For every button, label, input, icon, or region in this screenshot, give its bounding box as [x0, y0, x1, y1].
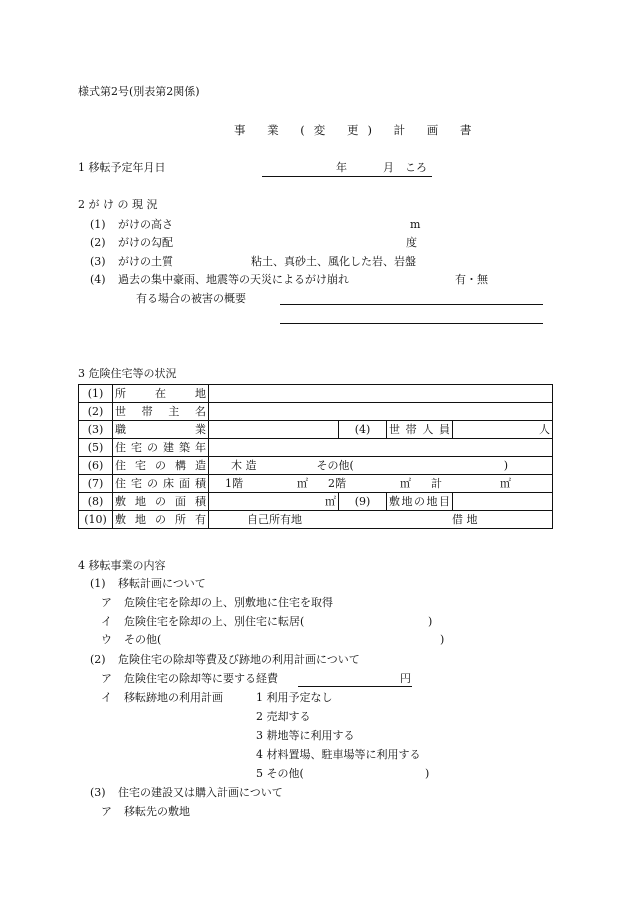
floor-total-unit: ㎡ [500, 477, 511, 490]
s2-i4-label: 過去の集中豪雨、地震等の天災によるがけ崩れ [118, 273, 349, 286]
s4-i-mark: イ [101, 615, 112, 628]
s2-i1-label: がけの高さ [118, 218, 173, 231]
s1-label: 1 移転予定年月日 [78, 161, 166, 174]
row-label-householder: 世帯主名 [113, 403, 209, 421]
s4-p2-num: (2) [90, 653, 106, 666]
s4-u-text: その他( [124, 633, 162, 646]
s2-i4-num: (4) [90, 273, 106, 286]
table-row [79, 385, 553, 403]
table-row [79, 439, 553, 457]
document-title: 事 業 (変 更) 計 画 書 [234, 123, 481, 137]
location-value[interactable] [209, 385, 553, 403]
row-num: (5) [79, 439, 113, 457]
floor-area-value [209, 475, 553, 493]
s4-p1-label: 移転計画について [118, 577, 206, 590]
s4-i-close: ) [428, 615, 433, 628]
s2-damage-label: 有る場合の被害の概要 [136, 292, 246, 305]
row-label-structure: 住宅の構造 [113, 457, 209, 475]
structure-wood: 木 造 [231, 459, 257, 472]
row-label-location: 所在地 [113, 385, 209, 403]
s2-i2-label: がけの勾配 [118, 236, 173, 249]
s4-p2a-text: 危険住宅の除却等に要する経費 [124, 672, 278, 685]
row-label-occupation: 職業 [113, 421, 209, 439]
row-num: (6) [79, 457, 113, 475]
site-area-unit: ㎡ [209, 493, 339, 511]
s2-i3-label: がけの土質 [118, 255, 173, 268]
table-row [79, 403, 553, 421]
table-row [79, 475, 553, 493]
s2-i3-num: (3) [90, 255, 106, 268]
occupation-value[interactable] [209, 421, 339, 439]
s2-i1-num: (1) [90, 218, 106, 231]
s2-i2-num: (2) [90, 236, 106, 249]
s4-p3-num: (3) [90, 786, 106, 799]
s4-u-close: ) [440, 633, 445, 646]
s4-p3a-text: 移転先の敷地 [124, 805, 190, 818]
floor-2-label: 2階 [328, 477, 346, 490]
s1-year: 年 [336, 161, 347, 174]
land-use-option: 5 その他( [256, 767, 304, 780]
table-row [79, 421, 553, 439]
row-label-site-area: 敷地の面積 [113, 493, 209, 511]
row-num: (7) [79, 475, 113, 493]
land-use-option-close: ) [425, 767, 430, 780]
table-row [79, 457, 553, 475]
floor-total-label: 計 [431, 477, 442, 490]
s4-p1-num: (1) [90, 577, 106, 590]
floor-2-unit: ㎡ [400, 477, 411, 490]
structure-other-close: ) [503, 459, 509, 472]
s2-i4-value: 有・無 [455, 273, 488, 286]
s4-p3a-mark: ア [101, 805, 112, 818]
row-label-household-size: 世帯人員 [387, 421, 453, 439]
row-label-land-category: 敷地の地目 [387, 493, 453, 511]
household-size-unit: 人 [453, 421, 553, 439]
s2-heading: 2 が け の 現 況 [78, 198, 158, 211]
cost-underline [298, 686, 412, 687]
ownership-lease: 借 地 [452, 513, 478, 526]
row-num: (8) [79, 493, 113, 511]
s4-p2a-unit: 円 [400, 672, 411, 685]
form-number: 様式第2号(別表第2関係) [78, 85, 200, 98]
s4-a-text: 危険住宅を除却の上、別敷地に住宅を取得 [124, 596, 333, 609]
row-num: (2) [79, 403, 113, 421]
build-year-value[interactable] [209, 439, 553, 457]
table-row [79, 493, 553, 511]
s2-i3-value: 粘土、真砂土、風化した岩、岩盤 [251, 255, 416, 268]
land-use-option: 1 利用予定なし [256, 691, 333, 704]
row-label-floor-area: 住宅の床面積 [113, 475, 209, 493]
s4-u-mark: ウ [101, 633, 112, 646]
ownership-value [209, 511, 553, 529]
damage-line-1 [280, 304, 543, 305]
s3-heading: 3 危険住宅等の状況 [78, 367, 177, 380]
s4-p3-label: 住宅の建設又は購入計画について [118, 786, 283, 799]
row-num: (10) [79, 511, 113, 529]
s4-heading: 4 移転事業の内容 [78, 559, 166, 572]
row-label-ownership: 敷地の所有 [113, 511, 209, 529]
householder-value[interactable] [209, 403, 553, 421]
s1-month: 月 [383, 161, 394, 174]
s2-i2-unit: 度 [406, 236, 417, 249]
damage-line-2 [280, 323, 543, 324]
s4-p2i-text: 移転跡地の利用計画 [124, 691, 223, 704]
s4-p2a-mark: ア [101, 672, 112, 685]
floor-1-label: 1階 [225, 477, 243, 490]
s1-approx: ころ [405, 161, 427, 174]
land-use-option: 4 材料置場、駐車場等に利用する [256, 748, 421, 761]
row-num: (4) [339, 421, 387, 439]
ownership-self: 自己所有地 [247, 513, 302, 526]
s4-i-text: 危険住宅を除却の上、別住宅に転居( [124, 615, 305, 628]
structure-value [209, 457, 553, 475]
row-num: (9) [339, 493, 387, 511]
table-row [79, 511, 553, 529]
s4-a-mark: ア [101, 596, 112, 609]
land-use-option: 2 売却する [256, 710, 311, 723]
row-num: (3) [79, 421, 113, 439]
row-label-build-year: 住宅の建築年 [113, 439, 209, 457]
s4-p2-label: 危険住宅の除却等費及び跡地の利用計画について [118, 653, 360, 666]
structure-other: その他( [316, 459, 354, 472]
floor-1-unit: ㎡ [297, 477, 308, 490]
s1-date-underline [262, 176, 432, 177]
house-status-table [78, 384, 553, 529]
s2-i1-unit: m [410, 218, 421, 231]
land-use-option: 3 耕地等に利用する [256, 729, 355, 742]
row-num: (1) [79, 385, 113, 403]
land-category-value[interactable] [453, 493, 553, 511]
s4-p2i-mark: イ [101, 691, 112, 704]
